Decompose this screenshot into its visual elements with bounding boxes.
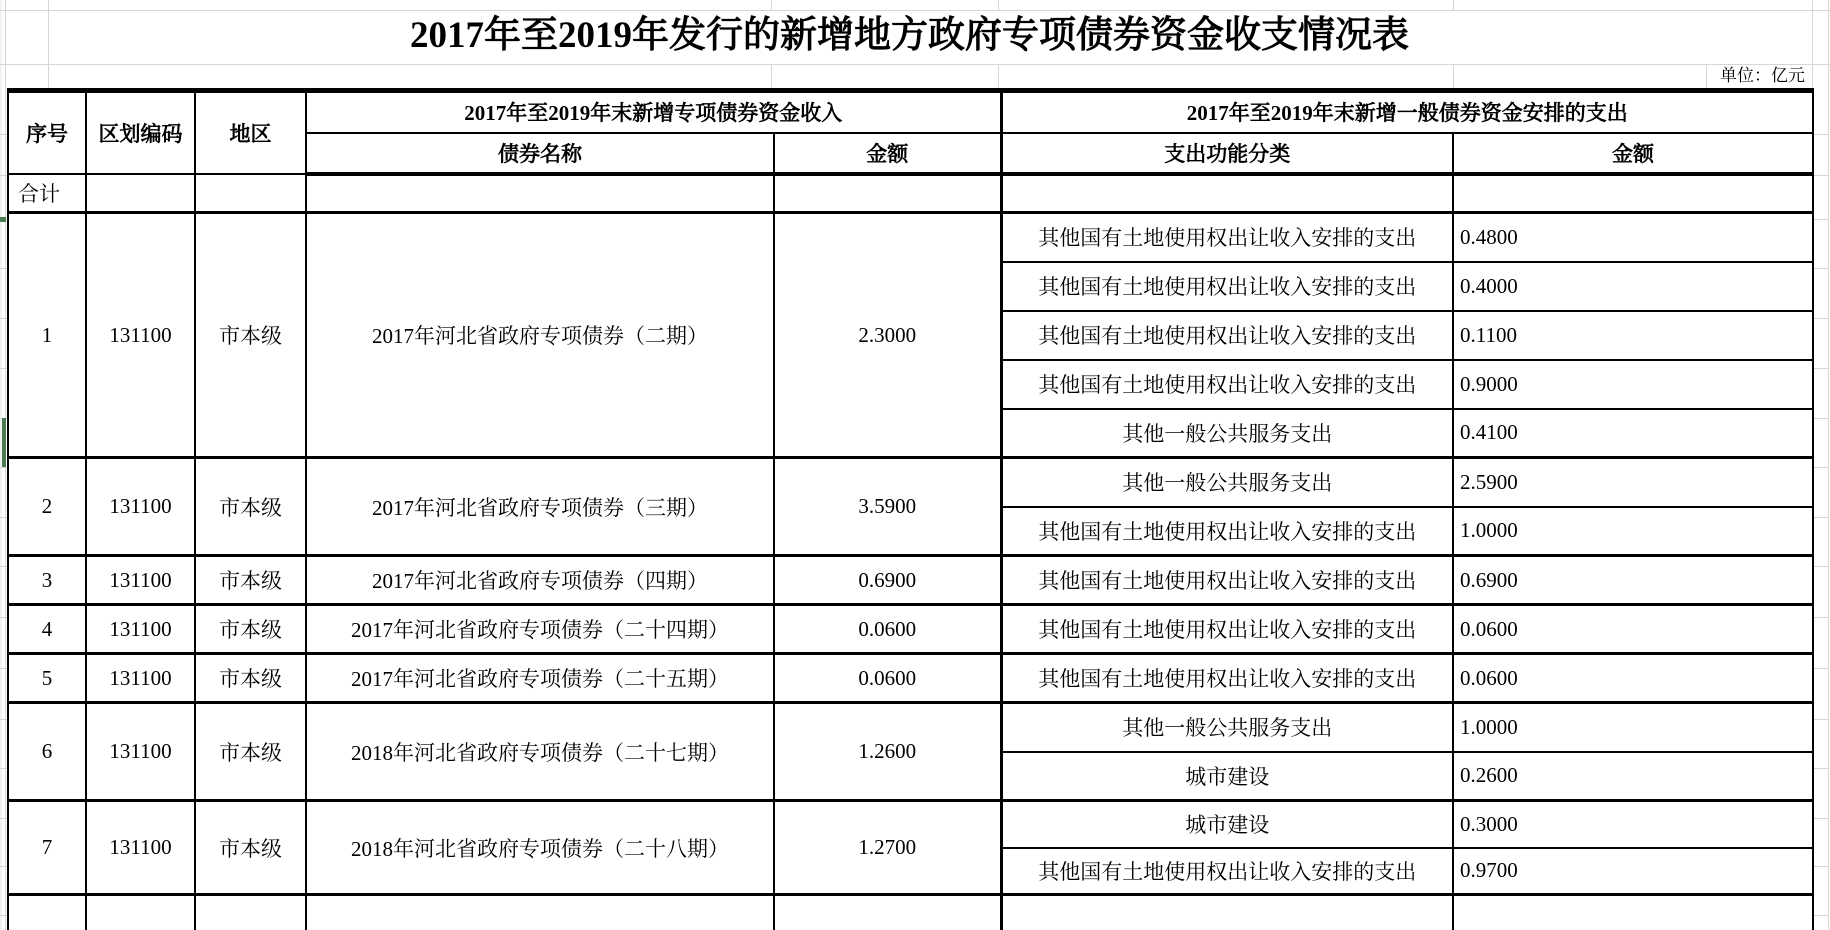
bond-name-cell[interactable]: 2018年河北省政府专项债券（二十七期） [306, 703, 774, 801]
gridline-margin-tick [0, 467, 7, 468]
page-title[interactable]: 2017年至2019年发行的新增地方政府专项债券资金收支情况表 [410, 15, 1409, 56]
table-row [8, 605, 1813, 654]
expense-amount-cell[interactable]: 0.4100 [1453, 409, 1813, 458]
gridline-margin-tick [0, 268, 7, 269]
serial-cell[interactable]: 1 [8, 213, 86, 458]
total-label-cell[interactable]: 合计 [8, 174, 86, 213]
expense-amount-cell[interactable]: 0.1100 [1453, 311, 1813, 360]
header-income-amount[interactable]: 金额 [774, 133, 1001, 174]
region-cell[interactable]: 市本级 [195, 605, 306, 654]
income-amount-cell[interactable]: 0.0600 [774, 654, 1001, 703]
gridline-vertical [1828, 0, 1829, 930]
bond-name-cell[interactable]: 2018年河北省政府专项债券（二十八期） [306, 801, 774, 895]
gridline-margin-tick [1812, 719, 1828, 720]
empty-cell[interactable] [8, 895, 86, 930]
gridline-margin-tick [1812, 566, 1828, 567]
expense-amount-cell[interactable]: 0.6900 [1453, 556, 1813, 605]
table-row [8, 556, 1813, 605]
gridline-margin-tick [1812, 368, 1828, 369]
gridline-margin-tick [0, 866, 7, 867]
total-row [8, 174, 1813, 213]
district-code-cell[interactable]: 131100 [86, 703, 195, 801]
expense-category-cell[interactable]: 其他一般公共服务支出 [1001, 458, 1453, 507]
serial-cell[interactable]: 2 [8, 458, 86, 556]
gridline-margin-tick [1812, 219, 1828, 220]
expense-category-cell[interactable]: 其他国有土地使用权出让收入安排的支出 [1001, 848, 1453, 895]
district-code-cell[interactable]: 131100 [86, 654, 195, 703]
expense-category-cell[interactable]: 其他一般公共服务支出 [1001, 703, 1453, 752]
gridline-margin-tick [0, 566, 7, 567]
expense-category-cell[interactable]: 城市建设 [1001, 801, 1453, 848]
expense-category-cell[interactable]: 城市建设 [1001, 752, 1453, 801]
expense-amount-cell[interactable]: 0.0600 [1453, 605, 1813, 654]
expense-category-cell[interactable]: 其他一般公共服务支出 [1001, 409, 1453, 458]
bond-name-cell[interactable]: 2017年河北省政府专项债券（三期） [306, 458, 774, 556]
expense-category-cell[interactable]: 其他国有土地使用权出让收入安排的支出 [1001, 507, 1453, 556]
table-row-partial [8, 895, 1813, 930]
expense-amount-cell[interactable]: 1.0000 [1453, 507, 1813, 556]
empty-cell[interactable] [195, 174, 306, 213]
gridline-margin-tick [1812, 915, 1828, 916]
serial-cell[interactable]: 3 [8, 556, 86, 605]
expense-category-cell[interactable]: 其他国有土地使用权出让收入安排的支出 [1001, 360, 1453, 409]
table-row [8, 801, 1813, 848]
expense-category-cell[interactable]: 其他国有土地使用权出让收入安排的支出 [1001, 213, 1453, 262]
income-amount-cell[interactable]: 1.2700 [774, 801, 1001, 895]
district-code-cell[interactable]: 131100 [86, 213, 195, 458]
row-header-selection-fragment [0, 217, 6, 222]
expense-category-cell[interactable]: 其他国有土地使用权出让收入安排的支出 [1001, 605, 1453, 654]
income-amount-cell[interactable]: 1.2600 [774, 703, 1001, 801]
expense-amount-cell[interactable]: 2.5900 [1453, 458, 1813, 507]
empty-cell[interactable] [1001, 895, 1453, 930]
bond-table [7, 88, 1814, 930]
gridline-vertical [1812, 0, 1813, 88]
table-row [8, 703, 1813, 752]
gridline-vertical [771, 64, 772, 88]
bond-name-cell[interactable]: 2017年河北省政府专项债券（四期） [306, 556, 774, 605]
gridline-margin-tick [0, 768, 7, 769]
bond-name-cell[interactable]: 2017年河北省政府专项债券（二十四期） [306, 605, 774, 654]
expense-category-cell[interactable]: 其他国有土地使用权出让收入安排的支出 [1001, 262, 1453, 311]
gridline-margin-tick [1812, 517, 1828, 518]
gridline-margin-tick [0, 668, 7, 669]
bond-name-cell[interactable]: 2017年河北省政府专项债券（二期） [306, 213, 774, 458]
gridline-margin-tick [1812, 175, 1828, 176]
serial-cell[interactable]: 4 [8, 605, 86, 654]
district-code-cell[interactable]: 131100 [86, 605, 195, 654]
row-header-selection-marker [2, 418, 6, 467]
gridline-margin-tick [0, 368, 7, 369]
serial-cell[interactable]: 5 [8, 654, 86, 703]
region-cell[interactable]: 市本级 [195, 556, 306, 605]
district-code-cell[interactable]: 131100 [86, 458, 195, 556]
gridline-margin-tick [0, 318, 7, 319]
region-cell[interactable]: 市本级 [195, 654, 306, 703]
serial-cell[interactable]: 6 [8, 703, 86, 801]
income-amount-cell[interactable]: 0.6900 [774, 556, 1001, 605]
header-bond-name[interactable]: 债券名称 [306, 133, 774, 174]
empty-cell[interactable] [86, 895, 195, 930]
gridline-margin-tick [0, 617, 7, 618]
expense-category-cell[interactable]: 其他国有土地使用权出让收入安排的支出 [1001, 556, 1453, 605]
expense-amount-cell[interactable]: 0.4800 [1453, 213, 1813, 262]
gridline-margin-tick [1812, 668, 1828, 669]
expense-amount-cell[interactable]: 0.0600 [1453, 654, 1813, 703]
gridline-margin-tick [1812, 617, 1828, 618]
gridline-margin-tick [1812, 134, 1828, 135]
expense-amount-cell[interactable]: 0.3000 [1453, 801, 1813, 848]
expense-amount-cell[interactable]: 1.0000 [1453, 703, 1813, 752]
unit-note[interactable]: 单位：亿元 [1720, 66, 1805, 85]
table-row [8, 458, 1813, 507]
gridline-margin-tick [1812, 268, 1828, 269]
empty-cell[interactable] [195, 895, 306, 930]
gridline-vertical [998, 64, 999, 88]
gridline-margin-tick [1812, 467, 1828, 468]
empty-cell[interactable] [1453, 895, 1813, 930]
header-row-1 [8, 91, 1813, 133]
gridline-margin-tick [0, 517, 7, 518]
income-amount-cell[interactable]: 3.5900 [774, 458, 1001, 556]
district-code-cell[interactable]: 131100 [86, 801, 195, 895]
header-region[interactable]: 地区 [195, 91, 306, 174]
district-code-cell[interactable]: 131100 [86, 556, 195, 605]
gridline-margin-tick [0, 719, 7, 720]
expense-amount-cell[interactable]: 0.9700 [1453, 848, 1813, 895]
region-cell[interactable]: 市本级 [195, 801, 306, 895]
empty-cell[interactable] [774, 174, 1001, 213]
table-row [8, 213, 1813, 262]
empty-cell[interactable] [86, 174, 195, 213]
expense-amount-cell[interactable]: 0.2600 [1453, 752, 1813, 801]
empty-cell[interactable] [1453, 174, 1813, 213]
header-income-section[interactable]: 2017年至2019年末新增专项债券资金收入 [306, 91, 1001, 133]
gridline-margin-tick [0, 175, 7, 176]
empty-cell[interactable] [306, 895, 774, 930]
empty-cell[interactable] [774, 895, 1001, 930]
expense-amount-cell[interactable]: 0.4000 [1453, 262, 1813, 311]
gridline-margin-tick [1812, 866, 1828, 867]
region-cell[interactable]: 市本级 [195, 458, 306, 556]
gridline-margin-tick [0, 818, 7, 819]
income-amount-cell[interactable]: 0.0600 [774, 605, 1001, 654]
expense-category-cell[interactable]: 其他国有土地使用权出让收入安排的支出 [1001, 654, 1453, 703]
expense-category-cell[interactable]: 其他国有土地使用权出让收入安排的支出 [1001, 311, 1453, 360]
header-serial[interactable]: 序号 [8, 91, 86, 174]
gridline-margin-tick [1812, 818, 1828, 819]
gridline-margin-tick [0, 134, 7, 135]
gridline-margin-tick [1812, 768, 1828, 769]
gridline-margin-tick [1812, 418, 1828, 419]
region-cell[interactable]: 市本级 [195, 703, 306, 801]
empty-cell[interactable] [306, 174, 774, 213]
header-expense-section[interactable]: 2017年至2019年末新增一般债券资金安排的支出 [1001, 91, 1813, 133]
region-cell[interactable]: 市本级 [195, 213, 306, 458]
gridline-margin-tick [0, 915, 7, 916]
bond-name-cell[interactable]: 2017年河北省政府专项债券（二十五期） [306, 654, 774, 703]
gridline-margin-tick [1812, 318, 1828, 319]
expense-amount-cell[interactable]: 0.9000 [1453, 360, 1813, 409]
income-amount-cell[interactable]: 2.3000 [774, 213, 1001, 458]
header-expense-amount[interactable]: 金额 [1453, 133, 1813, 174]
header-district-code[interactable]: 区划编码 [86, 91, 195, 174]
empty-cell[interactable] [1001, 174, 1453, 213]
header-expense-category[interactable]: 支出功能分类 [1001, 133, 1453, 174]
serial-cell[interactable]: 7 [8, 801, 86, 895]
table-row [8, 654, 1813, 703]
